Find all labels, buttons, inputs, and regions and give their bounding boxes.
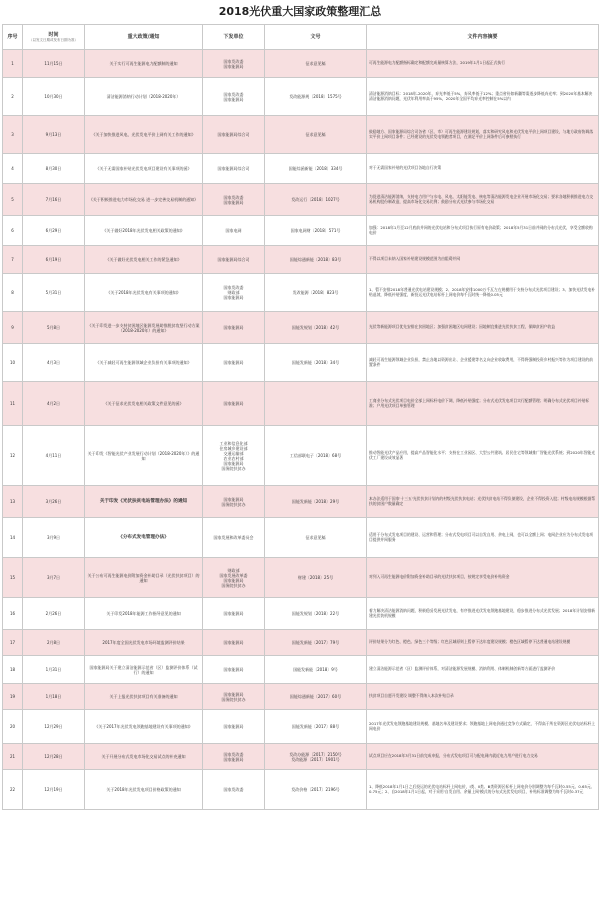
cell-no: 16 (3, 598, 23, 630)
cell-dept: 国家能源局 (203, 312, 265, 344)
cell-no: 6 (3, 216, 23, 246)
cell-summary: 评价结果分为红色、橙色、绿色三个等级；红色区域原则上暂停下达年度建设规模；橙色区域暂停下达普通电站建设规模 (367, 630, 599, 656)
cell-docno: 国能发规划〔2018〕42号 (265, 312, 367, 344)
table-row (3, 344, 599, 382)
cell-summary: 适用于分布式发电项目的建设、运营和管理；分布式发电项目可以自发自用、余电上网，也可以全额上网；电网企业应为分布式发电项目提供并网服务 (367, 518, 599, 558)
table-row (3, 274, 599, 312)
cell-time: 11月15日 (23, 50, 85, 78)
cell-notice: 关于印发《智能光伏产业发展行动计划（2018-2020年）》的通知 (85, 426, 203, 486)
cell-no: 13 (3, 486, 23, 518)
cell-dept: 国家能源局 (203, 382, 265, 426)
cell-time: 5月31日 (23, 274, 85, 312)
cell-docno: 发改能源〔2018〕823号 (265, 274, 367, 312)
cell-notice: 《关于2017年光伏发电领跑基地建设有关事项的通知》 (85, 710, 203, 744)
cell-no: 1 (3, 50, 23, 78)
cell-summary: 减轻可再生能源领域企业负担，禁止各地以资源出让、企业援建等名义向企业收取费用，不得将强制投资乡村振兴等作为项目建设的前置条件 (367, 344, 599, 382)
header-time-label: 时间 (48, 31, 59, 38)
table-row (3, 382, 599, 426)
cell-notice: 《分布式发电管理办法》 (85, 518, 203, 558)
cell-time: 3月9日 (23, 518, 85, 558)
cell-time: 4月3日 (23, 344, 85, 382)
cell-time: 1月18日 (23, 684, 85, 710)
cell-docno: 财建〔2018〕25号 (265, 558, 367, 598)
cell-docno: 国能发规划〔2018〕22号 (265, 598, 367, 630)
cell-no: 7 (3, 246, 23, 274)
cell-summary: 试点项目应在2018年3月31日前完成申报，分布式发电项目可与配电网内就近电力用户进行电力交易 (367, 744, 599, 770)
cell-time: 12月28日 (23, 744, 85, 770)
cell-summary: 扶贫项目自愿开发建设 调整不得纳入本次补贴目录 (367, 684, 599, 710)
cell-dept: 国家发改委 (203, 770, 265, 810)
cell-dept: 国家能源局综合司 (203, 116, 265, 154)
cell-dept: 国家能源局 国务院扶贫办 (203, 486, 265, 518)
cell-no: 8 (3, 274, 23, 312)
table-header-row (3, 25, 599, 50)
cell-notice: 《关于征求光伏发电相关政策文件意见的函》 (85, 382, 203, 426)
cell-no: 19 (3, 684, 23, 710)
cell-docno: 国能综函新能〔2018〕334号 (265, 154, 367, 184)
table-row (3, 184, 599, 216)
cell-dept: 国家发展和改革委员会 (203, 518, 265, 558)
cell-docno: 征求意见稿 (265, 50, 367, 78)
cell-docno: 国能发新能〔2018〕29号 (265, 486, 367, 518)
cell-notice: 《关于做好2018年光伏发电相关政策的通知》 (85, 216, 203, 246)
header-summary: 文件内容摘要 (367, 25, 599, 50)
cell-notice: 关于公布可再生能源电价附加资金补助目录（光伏扶贫项目）的通知 (85, 558, 203, 598)
cell-time: 6月29日 (23, 216, 85, 246)
cell-docno: 发改办能源〔2017〕2150号 发改能源〔2017〕1901号 (265, 744, 367, 770)
table-row (3, 558, 599, 598)
cell-summary: 2017年光伏发电领跑基地建设规模、基地名单及建设要求；领跑基地上网电价通过竞争方式确定，不得高于所在资源区光伏电站标杆上网电价 (367, 710, 599, 744)
cell-time: 2月8日 (23, 630, 85, 656)
cell-notice: 《关于积极推进电力市场化交易 进一步完善交易机制的通知》 (85, 184, 203, 216)
page-title: 2018光伏重大国家政策整理汇总 (218, 5, 382, 18)
cell-time: 4月2日 (23, 382, 85, 426)
cell-no: 9 (3, 312, 23, 344)
policy-table (2, 24, 599, 810)
cell-notice: 清洁能源消纳行动计划（2018-2020年） (85, 78, 203, 116)
cell-dept: 国家发改委 国家能源局 (203, 744, 265, 770)
table-row (3, 486, 599, 518)
header-time-sub: （以发文日期或发布日期为准） (29, 37, 78, 42)
header-notice: 重大政策/通知 (85, 25, 203, 50)
cell-notice: 《关于加快推进风电、光伏发电平价上网有关工作的通知》 (85, 116, 203, 154)
cell-docno: 发改价格〔2017〕2196号 (265, 770, 367, 810)
cell-docno: 国能发新能〔2018〕34号 (265, 344, 367, 382)
cell-docno: 国能综通新能〔2017〕60号 (265, 684, 367, 710)
cell-notice: 《关于印发进一步支持贫困地区能源发展助推脱贫攻坚行动方案（2018-2020年）的通知》 (85, 312, 203, 344)
cell-dept: 国家电网 (203, 216, 265, 246)
table-row (3, 154, 599, 184)
cell-notice: 2017年度全国光伏发电市场环境监测评价结果 (85, 630, 203, 656)
cell-no: 12 (3, 426, 23, 486)
cell-summary: 为促进清洁能源消纳，支持电力用户与水电、风电、太阳能发电、核电等清洁能源发电企业开展市场化交易；要求各地积极推进电力交易机构股份制改造，提高市场化交易比例；鼓励分布式光伏参与市场化交易 (367, 184, 599, 216)
cell-dept: 财政部 国家发展改革委 国家能源局 国务院扶贫办 (203, 558, 265, 598)
cell-docno: 发改能源规〔2018〕1575号 (265, 78, 367, 116)
cell-no: 11 (3, 382, 23, 426)
cell-time: 10月30日 (23, 78, 85, 116)
cell-no: 17 (3, 630, 23, 656)
cell-no: 15 (3, 558, 23, 598)
cell-no: 3 (3, 116, 23, 154)
cell-notice: 《关于2018年光伏发电有关事项的通知》 (85, 274, 203, 312)
table-body (3, 50, 599, 810)
cell-summary: 1、暂不安排2018年普通光伏电站建设规模；2、2018年安排1000万千瓦左右规模用于支持分布式光伏项目建设；3、加快光伏发电补贴退坡，降低补贴强度，新投运光伏电站标杆上网电价每千瓦时统一降低0.05元 (367, 274, 599, 312)
cell-dept: 国家能源局 国务院扶贫办 (203, 684, 265, 710)
cell-dept: 国家能源局 (203, 598, 265, 630)
cell-dept: 国家能源局 (203, 710, 265, 744)
cell-notice: 国家能源局关于建立清洁能源示范省（区）监测评价体系（试行）的通知 (85, 656, 203, 684)
cell-summary: 着力解决清洁能源消纳问题，积极稳妥发展光伏发电，有序推进光伏发电领跑基地建设，稳步推进分布式光伏发展；2018年计划安排新建光伏装机规模 (367, 598, 599, 630)
table-row (3, 116, 599, 154)
cell-time: 8月30日 (23, 154, 85, 184)
cell-dept: 国家发改委 国家能源局 (203, 184, 265, 216)
cell-summary: 工商业分布式光伏项目电价全部上网标杆电价下调，降低补贴强度；分布式光伏发电项目实行配额管理；明确分布式光伏项目补贴标准；户用光伏项目单独管理 (367, 382, 599, 426)
cell-dept: 国家能源局 (203, 630, 265, 656)
cell-time: 12月29日 (23, 710, 85, 744)
table-row (3, 710, 599, 744)
cell-summary: 对于无需国家补贴的光伏项目各地自行决策 (367, 154, 599, 184)
cell-docno: 国能发新能〔2017〕88号 (265, 710, 367, 744)
cell-dept: 国家发改委 国家能源局 (203, 78, 265, 116)
cell-no: 20 (3, 710, 23, 744)
cell-time: 2月26日 (23, 598, 85, 630)
cell-dept: 国家能源局综合司 (203, 246, 265, 274)
cell-no: 18 (3, 656, 23, 684)
cell-docno: 发改运行〔2018〕1027号 (265, 184, 367, 216)
cell-summary: 对列入可再生能源电价附加资金补助目录的光伏扶贫项目，按规定享受电价补贴资金 (367, 558, 599, 598)
table-row (3, 744, 599, 770)
cell-summary: 光伏等新能源项目优先安排在贫困地区；加强贫困地区电网建设；因地制宜推进光伏扶贫工程，保障贫困户收益 (367, 312, 599, 344)
cell-dept: 工业和信息化部 住房城乡建设部 交通运输部 农业农村部 国家能源局 国务院扶贫办 (203, 426, 265, 486)
cell-notice: 《关于无需国家补贴光伏发电项目建设有关事项的函》 (85, 154, 203, 184)
cell-notice: 《关于做好光伏发电相关工作的紧急通知》 (85, 246, 203, 274)
table-row (3, 518, 599, 558)
cell-no: 4 (3, 154, 23, 184)
table-row (3, 598, 599, 630)
cell-docno: 国能综通新能〔2018〕83号 (265, 246, 367, 274)
cell-time: 3月7日 (23, 558, 85, 598)
table-row (3, 78, 599, 116)
cell-docno (265, 382, 367, 426)
cell-notice: 关于上报光伏扶贫项目有关准备的通知 (85, 684, 203, 710)
cell-time: 9月13日 (23, 116, 85, 154)
table-row (3, 216, 599, 246)
cell-time: 5月8日 (23, 312, 85, 344)
cell-dept: 国家发改委 国家能源局 (203, 50, 265, 78)
table-row (3, 246, 599, 274)
cell-summary: 鼓励地方、国家能源局综合司各省（区、市）可再生能源建设规划，落实和研究风电和光伏发电平价上网项目建设，与地方政府协调落实平价上网项目条件；已经建设的光伏发电领跑者项目，在满足平价上网条件后可参照执行 (367, 116, 599, 154)
cell-summary: 不得以项目未纳入国家补贴建设规模范围为由阻碍并网 (367, 246, 599, 274)
table-row (3, 684, 599, 710)
cell-time: 12月19日 (23, 770, 85, 810)
cell-no: 21 (3, 744, 23, 770)
cell-no: 22 (3, 770, 23, 810)
cell-no: 10 (3, 344, 23, 382)
cell-notice: 关于2018年光伏发电项目价格政策的通知 (85, 770, 203, 810)
cell-time: 3月26日 (23, 486, 85, 518)
header-dept: 下发单位 (203, 25, 265, 50)
cell-no: 14 (3, 518, 23, 558)
cell-summary: 可再生能源电力配额指标确定和配额完成量核算方法，2019年1月1日起正式执行 (367, 50, 599, 78)
cell-docno: 国能发新能〔2017〕79号 (265, 630, 367, 656)
table-row (3, 656, 599, 684)
cell-no: 2 (3, 78, 23, 116)
cell-summary: 建立清洁能源示范省（区）监测评价体系，对清洁能源发展规模、消纳利用、体制机制创新等方面进行监测评价 (367, 656, 599, 684)
cell-dept: 国家能源局综合司 (203, 154, 265, 184)
cell-time: 6月19日 (23, 246, 85, 274)
cell-notice: 关于印发2018年能源工作指导意见的通知 (85, 598, 203, 630)
cell-summary: 本办法适用于国家'十三五'光伏扶贫计划内的村级光伏扶贫电站；光伏扶贫电站不得负债建设，企业不得投资入股；村级电站规模根据帮扶的贫困户数量确定 (367, 486, 599, 518)
cell-docno: 征求意见稿 (265, 518, 367, 558)
cell-no: 5 (3, 184, 23, 216)
cell-notice: 关于印发《光伏扶贫电站管理办法》的通知 (85, 486, 203, 518)
header-time (23, 25, 85, 50)
cell-time: 1月31日 (23, 656, 85, 684)
cell-notice: 关于实行可再生能源电力配额制的通知 (85, 50, 203, 78)
cell-summary: 1、降低2018年1月1日之后投运的光伏电站标杆上网电价，Ⅰ类、Ⅱ类、Ⅲ类资源区标杆上网电价分别调整为每千瓦时0.55元、0.65元、0.75元；2、自2018年1月1日起，对于采用'自发自用、余量上网'模式的分布式光伏发电项目，补贴标准调整为每千瓦时0.37元 (367, 770, 599, 810)
cell-docno: 工信部联电子〔2018〕68号 (265, 426, 367, 486)
cell-dept: 国家发改委 财政部 国家能源局 (203, 274, 265, 312)
cell-dept: 国家能源局 (203, 344, 265, 382)
cell-notice: 《关于减轻可再生能源领域企业负担有关事项的通知》 (85, 344, 203, 382)
cell-time: 4月11日 (23, 426, 85, 486)
cell-summary: 推动智能光伏产品应用，提高产品智能化水平；支持在工业园区、大型公共建筑、居民住宅等领域推广智能光伏系统；到2020年智能光伏工厂建设成效显著 (367, 426, 599, 486)
cell-time: 7月16日 (23, 184, 85, 216)
table-row (3, 50, 599, 78)
cell-notice: 关于开展分布式发电市场化交易试点的补充通知 (85, 744, 203, 770)
cell-summary: 加强：2018年1月至12月底前并网的光伏电站和分布式项目执行原有电价政策；2018年5月31日前并网的分布式光伏，享受全额收购电价 (367, 216, 599, 246)
table-row (3, 312, 599, 344)
table-row (3, 630, 599, 656)
cell-dept: 国家能源局 (203, 656, 265, 684)
cell-docno: 国家电网财〔2018〕571号 (265, 216, 367, 246)
table-row (3, 770, 599, 810)
cell-docno: 国能发新能〔2018〕9号 (265, 656, 367, 684)
cell-summary: 清洁能源消纳目标：2018年-2020年，弃光率低于5%，弃风率低于12%；重点省份如新疆等需逐步降低弃光率；到2020年基本解决清洁能源消纳问题，光伏年利用率高于95%，2020年全国平均弃光率控制在5%以内 (367, 78, 599, 116)
cell-docno: 征求意见稿 (265, 116, 367, 154)
table-row (3, 426, 599, 486)
header-docno: 文号 (265, 25, 367, 50)
header-no: 序号 (3, 25, 23, 50)
